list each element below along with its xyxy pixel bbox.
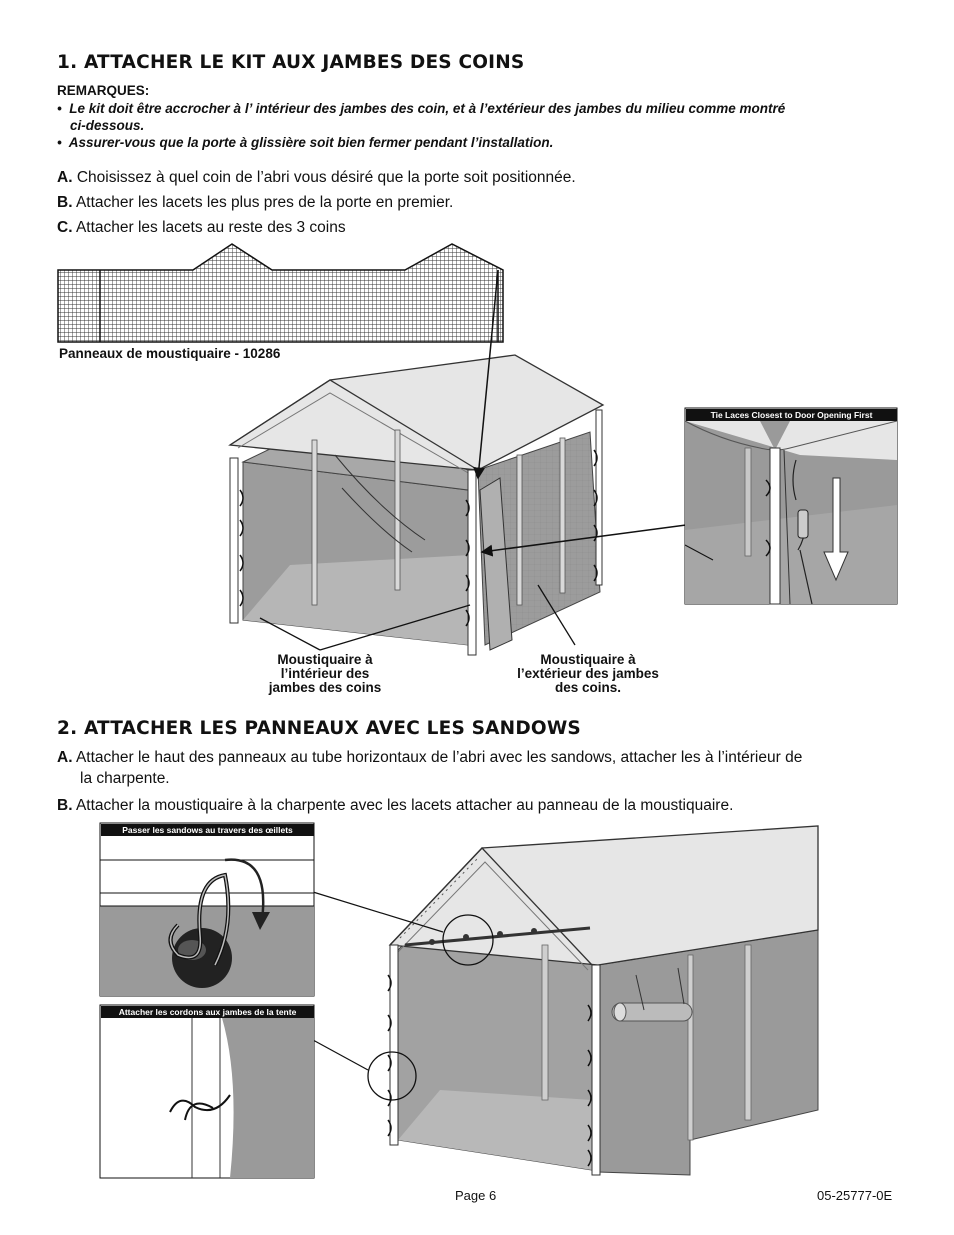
step-letter: A. <box>57 169 73 186</box>
step-text: Attacher le haut des panneaux au tube horizontaux de l’abri avec les sandows, attacher les à l’intérieur de <box>75 749 803 766</box>
inset-cords-label: Attacher les cordons aux jambes de la tente <box>101 1006 314 1018</box>
section2-step-a-continued: la charpente. <box>80 770 170 787</box>
caption-line: l’extérieur des jambes <box>517 666 659 681</box>
note-2-text: Assurer-vous que la porte à glissière soit bien fermer pendant l’installation. <box>68 135 554 150</box>
inset-cords <box>100 1005 314 1178</box>
section2-step-a <box>57 748 917 768</box>
gazebo-2 <box>313 826 818 1175</box>
inset-bungee-label: Passer les sandows au travers des œillets <box>101 824 314 836</box>
section1-title: 1. ATTACHER LE KIT AUX JAMBES DES COINS <box>57 52 525 73</box>
caption-line: l’intérieur des <box>280 666 370 681</box>
caption-inside <box>245 653 405 695</box>
step-letter: C. <box>57 219 73 236</box>
page-number: Page 6 <box>455 1188 497 1203</box>
step-text: Attacher les lacets les plus pres de la porte en premier. <box>75 194 454 211</box>
caption-line: Moustiquaire à <box>277 652 373 667</box>
bullet: • <box>57 135 62 150</box>
step-letter: A. <box>57 749 73 766</box>
step-letter: B. <box>57 797 73 814</box>
caption-line: des coins. <box>554 680 622 695</box>
remarks-title: REMARQUES: <box>57 83 150 98</box>
step-letter: B. <box>57 194 73 211</box>
caption-outside <box>498 653 678 695</box>
inset-tie-laces <box>685 408 897 604</box>
screen-panel-strip <box>58 244 503 342</box>
step-text: Attacher la moustiquaire à la charpente avec les lacets attacher au panneau de la moustiquaire. <box>75 797 734 814</box>
bullet: • <box>57 101 62 116</box>
note-1-continued: ci-dessous. <box>70 118 145 133</box>
panel-caption: Panneaux de moustiquaire - 10286 <box>59 346 281 361</box>
step-text: Choisissez à quel coin de l’abri vous désiré que la porte soit positionnée. <box>76 169 576 186</box>
step-text: Attacher les lacets au reste des 3 coins <box>75 219 346 236</box>
section2-step-b <box>57 796 733 816</box>
inset-bungee <box>100 823 314 996</box>
note-1-text: Le kit doit être accrocher à l’ intérieur des jambes des coin, et à l’extérieur des jambes du milieu comme montré <box>69 101 786 116</box>
caption-line: Moustiquaire à <box>540 652 636 667</box>
caption-line: jambes des coins <box>268 680 382 695</box>
inset-tie-laces-label: Tie Laces Closest to Door Opening First <box>686 409 897 421</box>
document-number: 05-25777-0E <box>817 1188 893 1203</box>
section2-title: 2. ATTACHER LES PANNEAUX AVEC LES SANDOWS <box>57 718 581 739</box>
